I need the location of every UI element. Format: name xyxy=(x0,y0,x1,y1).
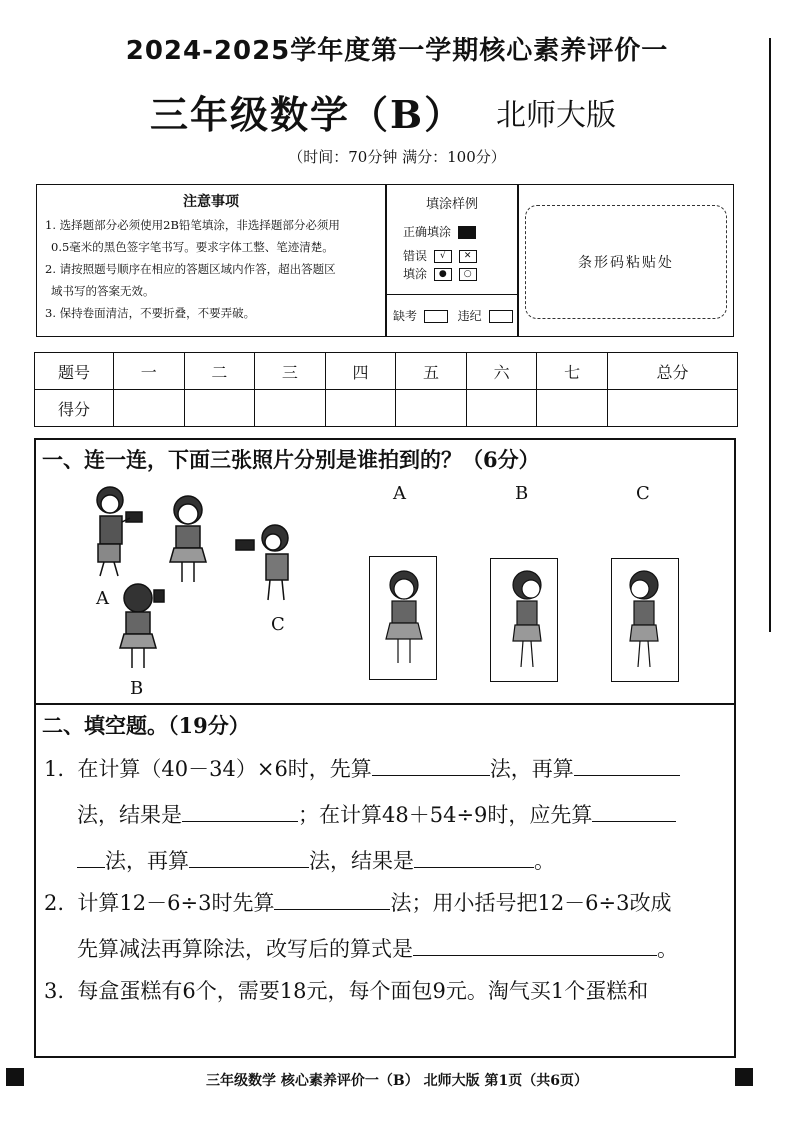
kid-a-figure xyxy=(97,487,142,576)
score-input-cell[interactable] xyxy=(537,390,608,427)
filled-box-icon xyxy=(458,226,476,239)
kid-label-b: B xyxy=(130,678,144,699)
kid-label-c: C xyxy=(271,614,285,635)
q1-blank-2[interactable] xyxy=(574,753,680,776)
q1-blank-5[interactable] xyxy=(189,845,309,868)
score-header-cell: 四 xyxy=(325,353,396,390)
score-header-cell: 三 xyxy=(255,353,326,390)
q1-text-d: ；在计算48＋54÷9时，应先算 xyxy=(298,803,593,827)
q1-blank-3[interactable] xyxy=(182,799,298,822)
score-input-cell[interactable] xyxy=(466,390,537,427)
q2-text-a: 计算12－6÷3时先算 xyxy=(77,891,275,915)
q1-text-e: 法，再算 xyxy=(105,849,189,873)
q1-text-g: 。 xyxy=(534,849,555,873)
q2-number: 2. xyxy=(44,891,65,915)
score-input-cell[interactable] xyxy=(396,390,467,427)
question-1 xyxy=(44,746,734,884)
exam-subject-title: 三年级数学（B） xyxy=(150,92,465,137)
violation-checkbox[interactable] xyxy=(489,310,513,323)
notes-line: 域书写的答案无效。 xyxy=(51,284,155,298)
score-input-cell[interactable] xyxy=(184,390,255,427)
photo-label-c: C xyxy=(636,483,650,504)
notes-line: 1. 选择题部分必须使用2B铅笔填涂，非选择题部分必须用 xyxy=(45,218,340,232)
q2-blank-1[interactable] xyxy=(274,887,390,910)
q1-text-b: 法，再算 xyxy=(489,757,574,781)
section2-heading: 二、填空题。（19分） xyxy=(42,713,250,738)
q3-text-a: 每盒蛋糕有6个，需要18元，每个面包9元。淘气买1个蛋糕和 xyxy=(77,979,649,1003)
page-edge-line xyxy=(769,38,771,632)
girl-center-figure xyxy=(170,496,206,582)
score-input-cell[interactable] xyxy=(255,390,326,427)
page-footer: 三年级数学 核心素养评价一（B） 北师大版 第1页（共6页） xyxy=(206,1073,588,1089)
score-input-cell[interactable] xyxy=(325,390,396,427)
absent-label: 缺考 xyxy=(393,309,418,323)
fill-sample-heading: 填涂样例 xyxy=(425,197,478,212)
score-header-cell: 七 xyxy=(537,353,608,390)
notes-line: 0.5毫米的黑色签字笔书写。要求字体工整、笔迹清楚。 xyxy=(51,240,334,254)
score-input-cell[interactable] xyxy=(114,390,185,427)
q3-number: 3. xyxy=(44,979,65,1003)
notes-line: 2. 请按照题号顺序在相应的答题区域内作答，超出答题区 xyxy=(45,262,336,276)
q1-text-f: 法，结果是 xyxy=(309,849,414,873)
score-header-cell: 六 xyxy=(466,353,537,390)
q2-text-b: 法；用小括号把12－6÷3改成 xyxy=(390,891,672,915)
q1-blank-4-cont[interactable] xyxy=(77,845,105,868)
notes-line: 3. 保持卷面清洁，不要折叠，不要弄破。 xyxy=(45,306,256,320)
kid-label-a: A xyxy=(96,588,109,609)
barcode-placeholder: 条形码粘贴处 xyxy=(525,205,727,319)
dot-box-icon: ● xyxy=(434,268,452,281)
notes-heading: 注意事项 xyxy=(183,194,239,210)
score-header-cell: 一 xyxy=(114,353,185,390)
score-table xyxy=(34,352,738,427)
q2-text-d: 。 xyxy=(657,937,678,961)
section1-heading: 一、连一连，下面三张照片分别是谁拍到的？（6分） xyxy=(42,447,540,472)
score-row-label: 得分 xyxy=(35,390,114,427)
correct-fill-label: 正确填涂 xyxy=(403,225,452,239)
fill-sample-box xyxy=(386,184,518,337)
photo-label-a: A xyxy=(393,483,406,504)
photo-c-side-view xyxy=(611,558,679,682)
score-header-cell: 题号 xyxy=(35,353,114,390)
section-divider xyxy=(34,703,736,705)
q1-number: 1. xyxy=(44,757,65,781)
kid-c-figure xyxy=(236,525,288,600)
wrong-label: 错误 xyxy=(403,249,428,263)
q1-blank-6[interactable] xyxy=(414,845,534,868)
q1-text-c: 法，结果是 xyxy=(77,803,182,827)
notes-box xyxy=(36,184,386,337)
q1-blank-4[interactable] xyxy=(592,799,676,822)
photo-b-side-view xyxy=(490,558,558,682)
violation-label: 违纪 xyxy=(457,309,482,323)
score-header-cell: 五 xyxy=(396,353,467,390)
check-box-icon: √ xyxy=(434,250,452,263)
circle-box-icon: ○ xyxy=(459,268,477,281)
barcode-area xyxy=(518,184,734,337)
kid-b-figure xyxy=(120,584,164,668)
q1-text-a: 在计算（40－34）×6时，先算 xyxy=(77,757,372,781)
exam-time-score: （时间：70分钟 满分：100分） xyxy=(288,148,506,166)
q1-blank-1[interactable] xyxy=(372,753,490,776)
q2-text-c: 先算减法再算除法，改写后的算式是 xyxy=(77,937,413,961)
score-header-cell: 二 xyxy=(184,353,255,390)
cross-box-icon: ✕ xyxy=(459,250,477,263)
photo-label-b: B xyxy=(515,483,529,504)
exam-title-line: 2024-2025学年度第一学期核心素养评价一 xyxy=(125,36,669,66)
absent-checkbox[interactable] xyxy=(424,310,448,323)
q2-blank-2[interactable] xyxy=(413,933,657,956)
exam-edition: 北师大版 xyxy=(496,98,616,133)
fill-label: 填涂 xyxy=(403,267,428,281)
question-3 xyxy=(44,968,734,1014)
score-input-cell[interactable] xyxy=(607,390,737,427)
fill-sample-divider xyxy=(386,294,518,295)
photo-a-front-view xyxy=(369,556,437,680)
question-2 xyxy=(44,880,734,972)
score-header-cell: 总分 xyxy=(607,353,737,390)
